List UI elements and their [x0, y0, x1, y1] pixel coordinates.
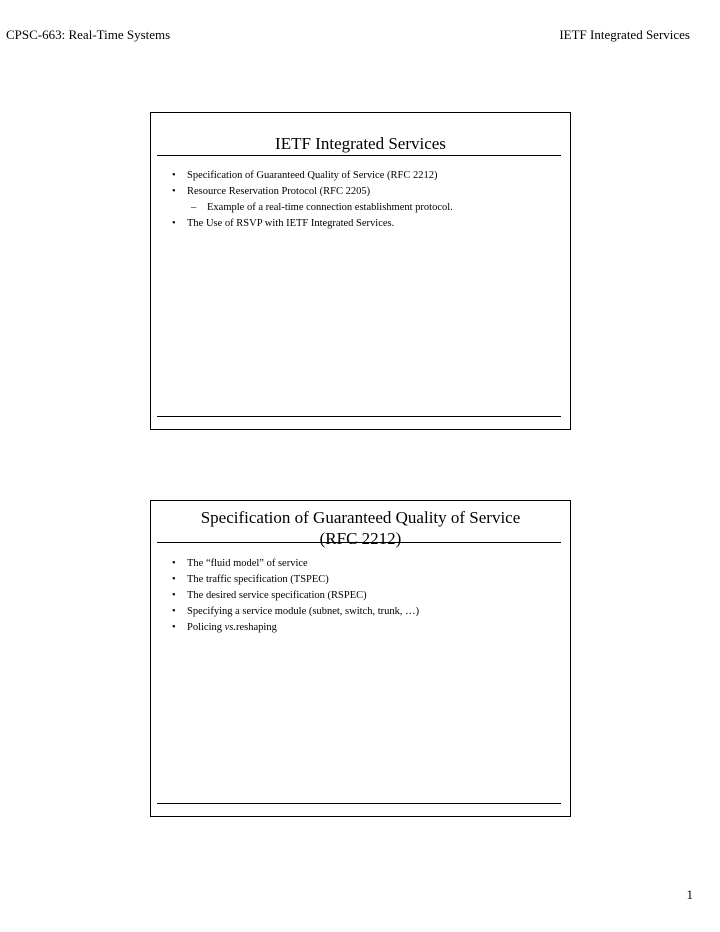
- title-divider: [157, 155, 561, 156]
- policing-emphasis: vs.: [224, 622, 237, 633]
- bullet-list: [169, 556, 560, 636]
- header-topic-title: IETF Integrated Services: [559, 27, 690, 42]
- list-item: [169, 572, 560, 588]
- sub-list-item: [169, 200, 560, 216]
- slide-ietf-integrated-services: [150, 112, 571, 430]
- list-item: [169, 588, 560, 604]
- list-item: [169, 184, 560, 200]
- slide-title-line-2: (RFC 2212): [319, 529, 402, 548]
- slide-title-line-1: Specification of Guaranteed Quality of Service: [200, 508, 521, 527]
- bullet-icon: •: [172, 186, 176, 197]
- bullet-icon: •: [172, 622, 176, 633]
- list-item: [169, 216, 560, 232]
- bullet-text: Specification of Guaranteed Quality of Service (RFC 2212): [187, 170, 438, 181]
- list-item: [169, 604, 560, 620]
- policing-prefix: Policing: [187, 622, 225, 633]
- footer-divider: [157, 803, 561, 804]
- bullet-text: The desired service specification (RSPEC): [187, 590, 367, 601]
- list-item: [169, 556, 560, 572]
- bullet-icon: •: [172, 218, 176, 229]
- slide-title: IETF Integrated Services: [275, 134, 446, 153]
- bullet-text: The Use of RSVP with IETF Integrated Services.: [187, 218, 395, 229]
- page-number: 1: [686, 887, 693, 902]
- bullet-text: [187, 622, 277, 633]
- dash-icon: –: [191, 202, 197, 213]
- policing-suffix: reshaping: [236, 622, 277, 633]
- bullet-icon: •: [172, 574, 176, 585]
- bullet-text: The “fluid model” of service: [187, 558, 308, 569]
- bullet-text: The traffic specification (TSPEC): [187, 574, 329, 585]
- bullet-icon: •: [172, 558, 176, 569]
- sub-bullet-text: Example of a real-time connection establishment protocol.: [207, 202, 453, 213]
- bullet-icon: •: [172, 606, 176, 617]
- bullet-icon: •: [172, 170, 176, 181]
- slide-guaranteed-qos: [150, 500, 571, 817]
- bullet-icon: •: [172, 590, 176, 601]
- title-divider: [157, 542, 561, 543]
- footer-divider: [157, 416, 561, 417]
- list-item: [169, 168, 560, 184]
- list-item: [169, 620, 560, 636]
- bullet-list: [169, 168, 560, 232]
- header-course-title: CPSC-663: Real-Time Systems: [6, 27, 171, 42]
- bullet-text: Resource Reservation Protocol (RFC 2205): [187, 186, 371, 197]
- bullet-text: Specifying a service module (subnet, switch, trunk, …): [187, 606, 420, 617]
